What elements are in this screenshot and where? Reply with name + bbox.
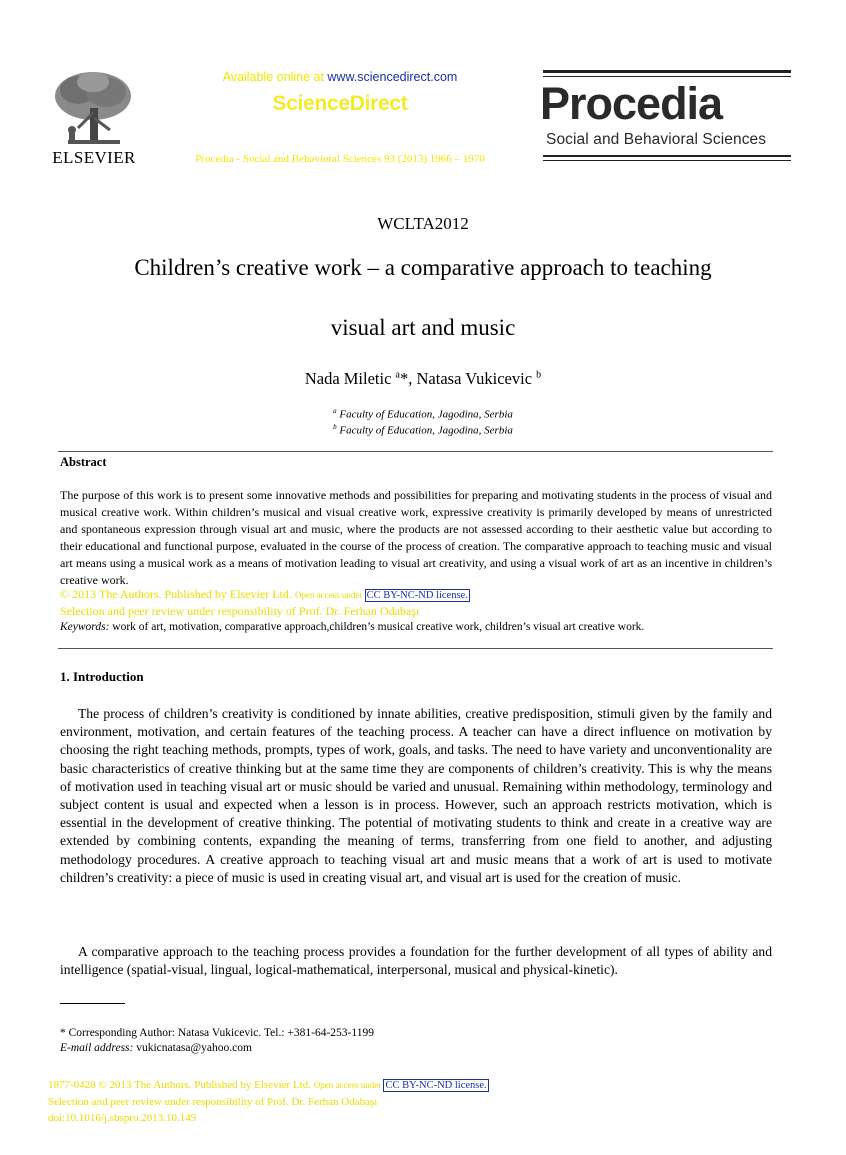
affiliation-a-mark: a	[333, 407, 337, 415]
abstract-heading: Abstract	[60, 455, 107, 469]
license-link[interactable]: CC BY-NC-ND license.	[366, 590, 468, 601]
availability-line	[190, 70, 490, 84]
elsevier-wordmark: ELSEVIER	[52, 148, 136, 167]
corresponding-author-note: * Corresponding Author: Natasa Vukicevic. Tel.: +381-64-253-1199	[60, 1027, 374, 1039]
keywords-label: Keywords:	[60, 621, 110, 633]
affiliation-a-text: Faculty of Education, Jagodina, Serbia	[336, 408, 513, 421]
corresponding-mark: *,	[400, 369, 417, 388]
procedia-subtitle: Social and Behavioral Sciences	[546, 131, 767, 148]
journal-reference: Procedia - Social and Behavioral Sciences 93 (2013) 1966 – 1970	[195, 153, 485, 165]
footer-doi[interactable]: doi:10.1016/j.sbspro.2013.10.149	[48, 1112, 197, 1124]
author-2-affil-mark: b	[536, 369, 542, 381]
availability-prefix: Available online at	[222, 70, 328, 84]
affiliation-b-mark: b	[333, 423, 337, 431]
intro-paragraph-1: The process of children’s creativity is conditioned by innate abilities, creative predisposition, stimuli given by the family and environment, motivation, and certain features of the teaching process. A teacher can have a direct influence on motivation by choosing the right teaching methods, prompts, types of work, goals, and tasks. The need to have variety and unconventionality are basic characteristics of creative thinking but at the same time they are components of children’s creativity. This is why the means of motivation used in teaching visual art or music should be varied and unusual. Remaining within methodology, terminology and subject content is usual and expected when a lesson is in process. However, such an approach restricts motivation, which is essential in the development of creative thinking. The potential of motivating students to think and create in a creative way are extended by combining contents, expanding the meaning of terms, transferring from one field to another, and adjusting methodology procedures. A creative approach to teaching visual art and music means that a work of art is used to motivate children’s creativity: a piece of music is used in creating visual art, and visual art is used for the creation of music.	[60, 706, 772, 885]
affiliation-a	[0, 407, 846, 421]
open-access-text: Open access under	[294, 590, 365, 600]
keywords	[60, 621, 644, 633]
intro-paragraph-2: A comparative approach to the teaching process provides a foundation for the further development of all types of ability and intelligence (spatial-visual, lingual, logical-mathematical, interpersonal, musical and physical-kinetic).	[60, 944, 772, 978]
conference-name: WCLTA2012	[377, 214, 469, 233]
email-note	[60, 1042, 252, 1054]
email-label: E-mail address:	[60, 1042, 134, 1054]
procedia-bottom-rule-thin	[543, 160, 791, 161]
section-heading-introduction: 1. Introduction	[60, 669, 144, 684]
article-title-line-2: visual art and music	[330, 315, 516, 340]
footer-peer-review: Selection and peer review under responsibility of Prof. Dr. Ferhan Odabaşı	[48, 1096, 378, 1108]
keywords-list: work of art, motivation, comparative approach,children’s musical creative work, children’s visual art creative work.	[109, 621, 645, 633]
abstract-peer-review: Selection and peer review under responsibility of Prof. Dr. Ferhan Odabaşı	[60, 604, 420, 618]
sciencedirect-logo: ScienceDirect	[272, 92, 408, 115]
affiliation-b	[0, 423, 846, 437]
footer-open-access: Open access under	[313, 1080, 384, 1090]
author-2: Natasa Vukicevic	[416, 369, 537, 388]
footer-license-link[interactable]: CC BY-NC-ND license.	[385, 1080, 487, 1091]
footer-copyright-text: 1877-0428 © 2013 The Authors. Published by Elsevier Ltd.	[48, 1079, 314, 1091]
affiliation-b-text: Faculty of Education, Jagodina, Serbia	[336, 424, 513, 437]
procedia-bottom-rule	[543, 155, 791, 157]
abstract-top-rule	[58, 451, 773, 452]
author-1: Nada Miletic	[304, 369, 396, 388]
abstract-body: The purpose of this work is to present some innovative methods and possibilities for preparing and motivating students in the process of visual and musical creative work. Within children’s musical and visual creative work, expressive creativity is primarily developed by means of unrestricted and spontaneous expression through visual art and music, where the products are not assessed according to their aesthetic value but according to their educational and functional purpose, evaluated in the course of the process of creation. The comparative approach to teaching music and visual art means using a musical work as a means of motivation leading to visual art creativity, and using a visual work of art as an incentive in children’s creative work.	[60, 488, 772, 587]
abstract-bottom-rule	[58, 648, 773, 649]
author-1-affil-mark: a	[395, 369, 400, 381]
copyright-text: © 2013 The Authors. Published by Elsevier Ltd.	[60, 587, 295, 601]
abstract-copyright	[60, 587, 470, 602]
footer-copyright	[48, 1079, 489, 1091]
procedia-logo: Procedia	[540, 78, 723, 129]
procedia-top-rule-thin	[543, 76, 791, 77]
article-title-line-1: Children’s creative work – a comparative approach to teaching	[134, 255, 712, 280]
author-list	[0, 369, 846, 389]
procedia-top-rule	[543, 70, 791, 73]
email-address[interactable]: vukicnatasa@yahoo.com	[133, 1042, 252, 1054]
footnote-rule	[60, 1003, 125, 1004]
tree-icon	[48, 68, 138, 148]
sciencedirect-link[interactable]: www.sciencedirect.com	[327, 70, 458, 84]
